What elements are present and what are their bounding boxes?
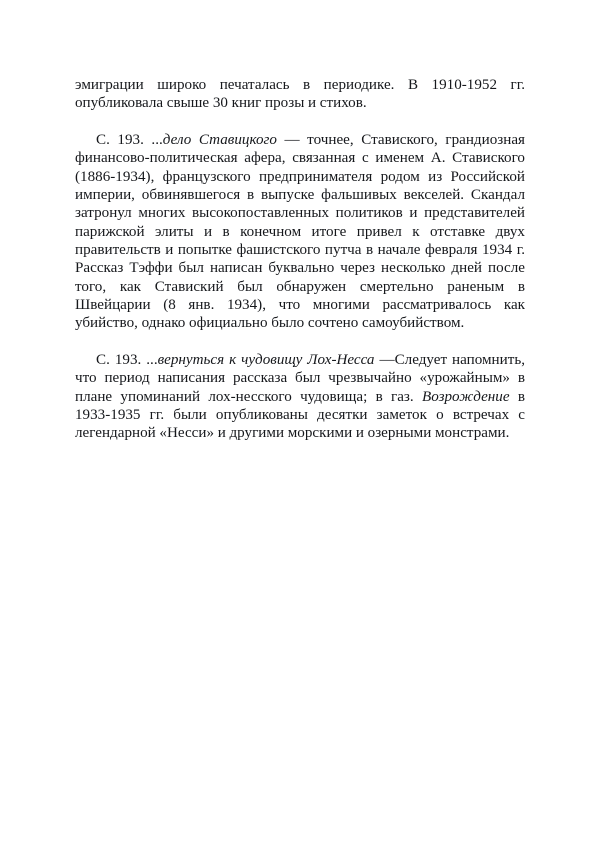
para-bio-tail	[75, 76, 525, 113]
text-run: С. 193. ...	[96, 131, 163, 148]
body-text-block	[75, 76, 525, 443]
text-run: —Следует напомнить, что период написания рассказа был чрезвычайно «урожайным» в плане упоминаний лох-несского чудовища; в газ.	[75, 352, 526, 405]
text-run: С. 193. ...	[96, 352, 158, 369]
text-run: в 1933-1935 гг. были опубликованы десятки заметок о встречах с легендарной «Несси» и другими морскими и озерными монстрами.	[75, 388, 525, 442]
italic-run: Возрождение	[421, 388, 510, 405]
italic-run: вернуться к чудовищу Лох-Несса	[157, 352, 375, 369]
italic-run: дело Ставицкого	[162, 131, 277, 148]
para-note-stavitsky	[75, 131, 525, 333]
text-run: эмиграции широко печаталась в периодике. В 1910-1952 гг. опубликовала свыше 30 книг прозы и стихов.	[75, 77, 525, 112]
text-run: — точнее, Ставиского, грандиозная финансово-политическая афера, связанная с именем А. Ставиского (1886-1934), французского предпринимателя родом из Российской империи, обвинявшегося в выпуске фальшивых векселей. Скандал затронул многих высокопоставленных политиков и представителей парижской элиты и в конечном итоге привел к отставке двух правительств и попытке фашистского путча в начале февраля 1934 г. Рассказ Тэффи был написан буквально через несколько дней после того, как Ставиский был обнаружен смертельно раненым в Швейцарии (8 янв. 1934), что многими рассматривалось как убийство, однако официально было сочтено самоубийством.	[75, 131, 525, 332]
para-note-loch-ness	[75, 351, 525, 443]
